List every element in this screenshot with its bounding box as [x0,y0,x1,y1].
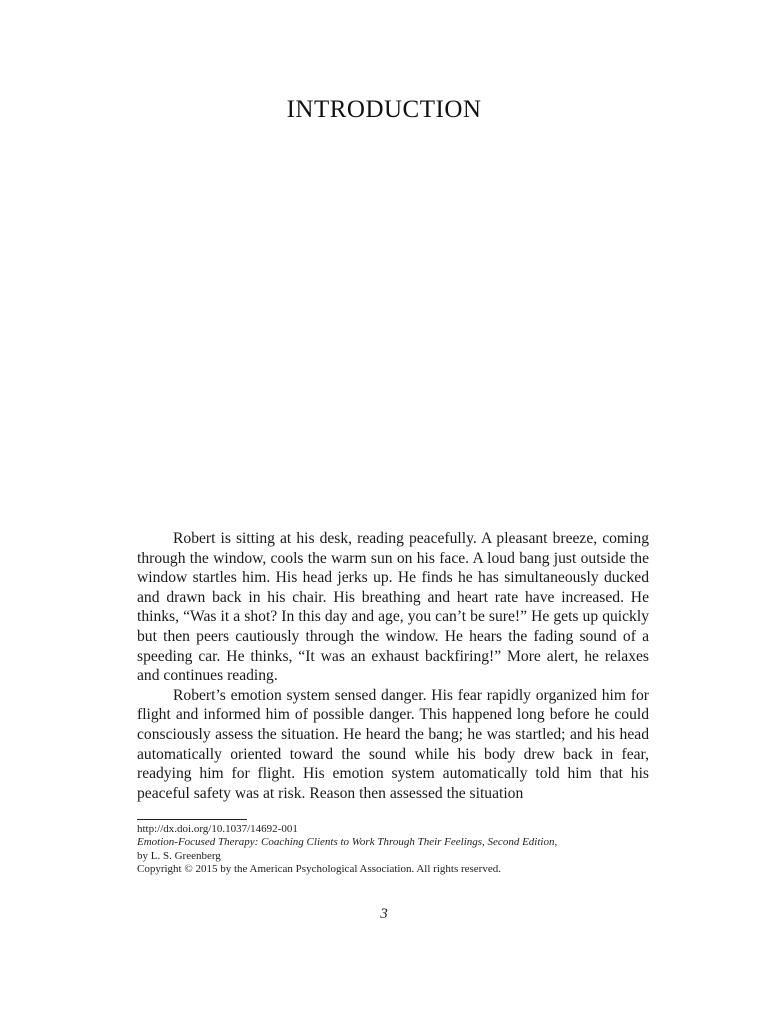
paragraph: Robert’s emotion system sensed danger. His fear rapidly organized him for flight and informed him of possible danger. This happened long before he could consciously assess the situation. He heard the bang; he was startled; and his head automatically oriented toward the sound while his body drew back in fear, readying him for flight. His emotion system automatically told him that his peaceful safety was at risk. Reason then assessed the situation [137,686,649,802]
footnote-doi-link[interactable]: http://dx.doi.org/10.1037/14692-001 [137,823,298,835]
page-number: 3 [380,906,388,922]
footnote-copyright: Copyright © 2015 by the American Psychological Association. All rights reserved. [137,863,501,876]
footnote-divider [137,819,247,820]
footnote [137,823,657,877]
footnote-author: by L. S. Greenberg [137,849,221,862]
body-text [137,529,649,803]
footnote-book-title: Emotion-Focused Therapy: Coaching Clients to Work Through Their Feelings, Second Edition, [137,836,558,849]
paragraph: Robert is sitting at his desk, reading peacefully. A pleasant breeze, coming through the window, cools the warm sun on his face. A loud bang just outside the window startles him. His head jerks up. He finds he has simultaneously ducked and drawn back in his chair. His breathing and heart rate have increased. He thinks, “Was it a shot? In this day and age, you can’t be sure!” He gets up quickly but then peers cautiously through the window. He hears the fading sound of a speeding car. He thinks, “It was an exhaust backfiring!” More alert, he relaxes and continues reading. [137,530,649,685]
chapter-title: INTRODUCTION [286,96,482,123]
